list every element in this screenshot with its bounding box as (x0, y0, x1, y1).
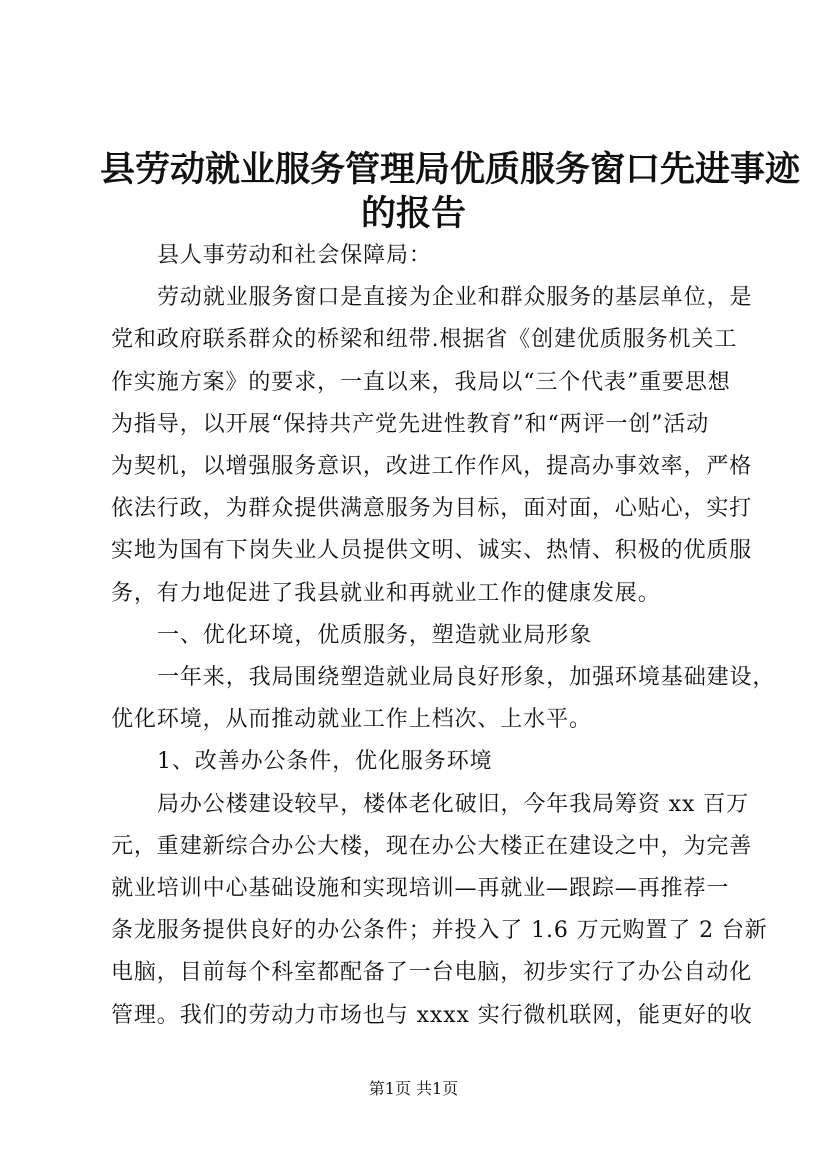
paragraph-line: 依法行政，为群众提供满意服务为目标，面对面，心贴心，实打 (111, 496, 753, 522)
title-line: 的报告 (360, 193, 466, 234)
addressee-text: 县人事劳动和社会保障局： (157, 243, 432, 268)
paragraph-line: 局办公楼建设较早，楼体老化破旧，今年我局筹资 xx 百万 (157, 791, 750, 817)
paragraph (111, 784, 768, 1037)
section-heading-text: 一、优化环境，优质服务，塑造就业局形象 (157, 622, 593, 648)
paragraph (111, 657, 776, 741)
page-footer: 第1页 共1页 (368, 1079, 459, 1098)
paragraph-line: 电脑，目前每个科室都配备了一台电脑，初步实行了办公自动化 (111, 960, 753, 986)
paragraph (111, 277, 753, 615)
paragraph-line: 为指导，以开展“保持共产党先进性教育”和“两评一创”活动 (111, 411, 710, 437)
paragraph-line: 管理。我们的劳动力市场也与 xxxx 实行微机联网，能更好的收 (111, 1002, 753, 1028)
paragraph-line: 劳动就业服务窗口是直接为企业和群众服务的基层单位，是 (157, 285, 753, 311)
document-title (100, 148, 801, 236)
section-heading (111, 615, 723, 657)
paragraph-line: 党和政府联系群众的桥梁和纽带.根据省《创建优质服务机关工 (111, 327, 738, 353)
paragraph-line: 作实施方案》的要求，一直以来，我局以“三个代表”重要思想 (111, 369, 731, 395)
subsection-heading-text: 1、改善办公条件，优化服务环境 (157, 749, 493, 775)
paragraph-line: 为契机，以增强服务意识，改进工作作风，提高办事效率，严格 (111, 454, 753, 480)
paragraph-line: 就业培训中心基础设施和实现培训—再就业—跟踪—再推荐一 (111, 876, 730, 902)
subsection-heading (111, 741, 723, 783)
paragraph-line: 务，有力地促进了我县就业和再就业工作的健康发展。 (111, 580, 661, 606)
title-line: 县劳动就业服务管理局优质服务窗口先进事迹 (100, 149, 801, 190)
addressee (111, 235, 723, 277)
paragraph-line: 条龙服务提供良好的办公条件；并投入了 1.6 万元购置了 2 台新 (111, 918, 768, 944)
paragraph-line: 一年来，我局围绕塑造就业局良好形象，加强环境基础建设， (157, 665, 776, 691)
paragraph-line: 实地为国有下岗失业人员提供文明、诚实、热情、积极的优质服 (111, 538, 753, 564)
document-body (111, 235, 776, 1037)
paragraph-line: 元，重建新综合办公大楼，现在办公大楼正在建设之中，为完善 (111, 833, 753, 859)
paragraph-line: 优化环境，从而推动就业工作上档次、上水平。 (111, 707, 592, 733)
